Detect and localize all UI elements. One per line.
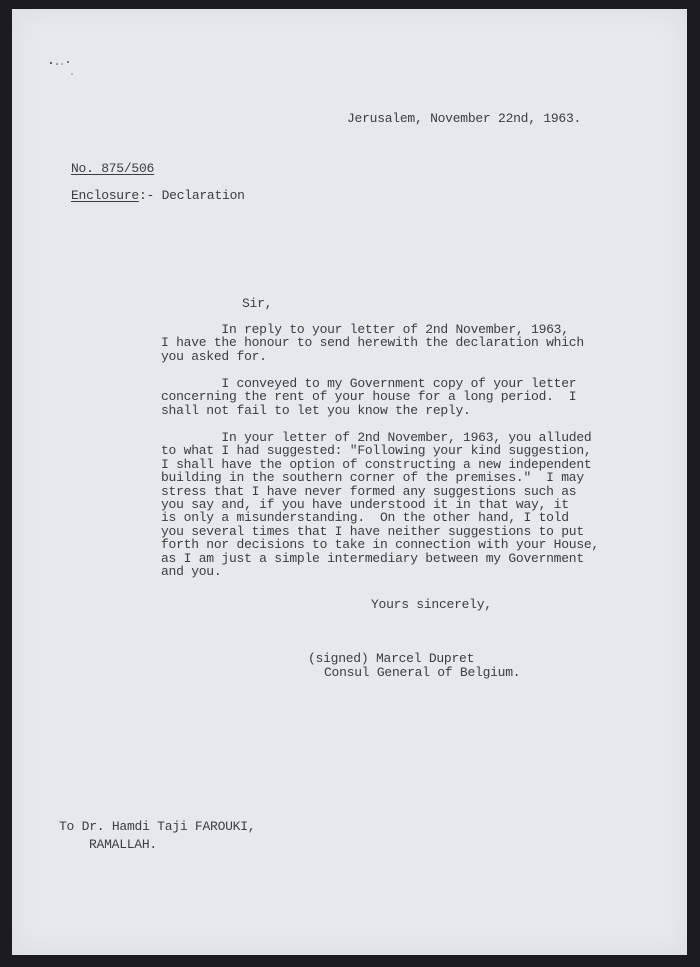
enclosure-line [71,189,245,202]
salutation: Sir, [242,296,273,311]
paper-specks [48,59,88,89]
enclosure-value: :- Declaration [138,188,245,203]
signature-line-1: (signed) Marcel Dupret [308,651,475,666]
signature-line-2: Consul General of Belgium. [324,665,521,680]
paragraph-2: I conveyed to my Government copy of your letter concerning the rent of your house for a long period. I shall not fail to let you know the reply. [161,376,577,418]
enclosure-label: Enclosure [71,188,139,203]
addressee-line-1: To Dr. Hamdi Taji FAROUKI, [59,819,256,834]
reference-number: No. 875/506 [71,161,155,176]
place-date: Jerusalem, November 22nd, 1963. [347,111,582,126]
letter-page [12,9,687,955]
addressee-line-2: RAMALLAH. [89,837,157,852]
paragraph-3: In your letter of 2nd November, 1963, you alluded to what I had suggested: "Following your kind suggestion, I shall have the option of constructing a new independent building in the southern corner of the premises." I may stress that I have never formed any suggestions such as you say and, if you have understood it in that way, it is only a misunderstanding. On the other hand, I told you several times that I have neither suggestions to put forth nor decisions to take in connection with your House, as I am just a simple intermediary between my Government and you. [161,430,599,580]
paragraph-1: In reply to your letter of 2nd November, 1963, I have the honour to send herewith the declaration which you asked for. [161,322,584,364]
closing: Yours sincerely, [371,597,492,612]
